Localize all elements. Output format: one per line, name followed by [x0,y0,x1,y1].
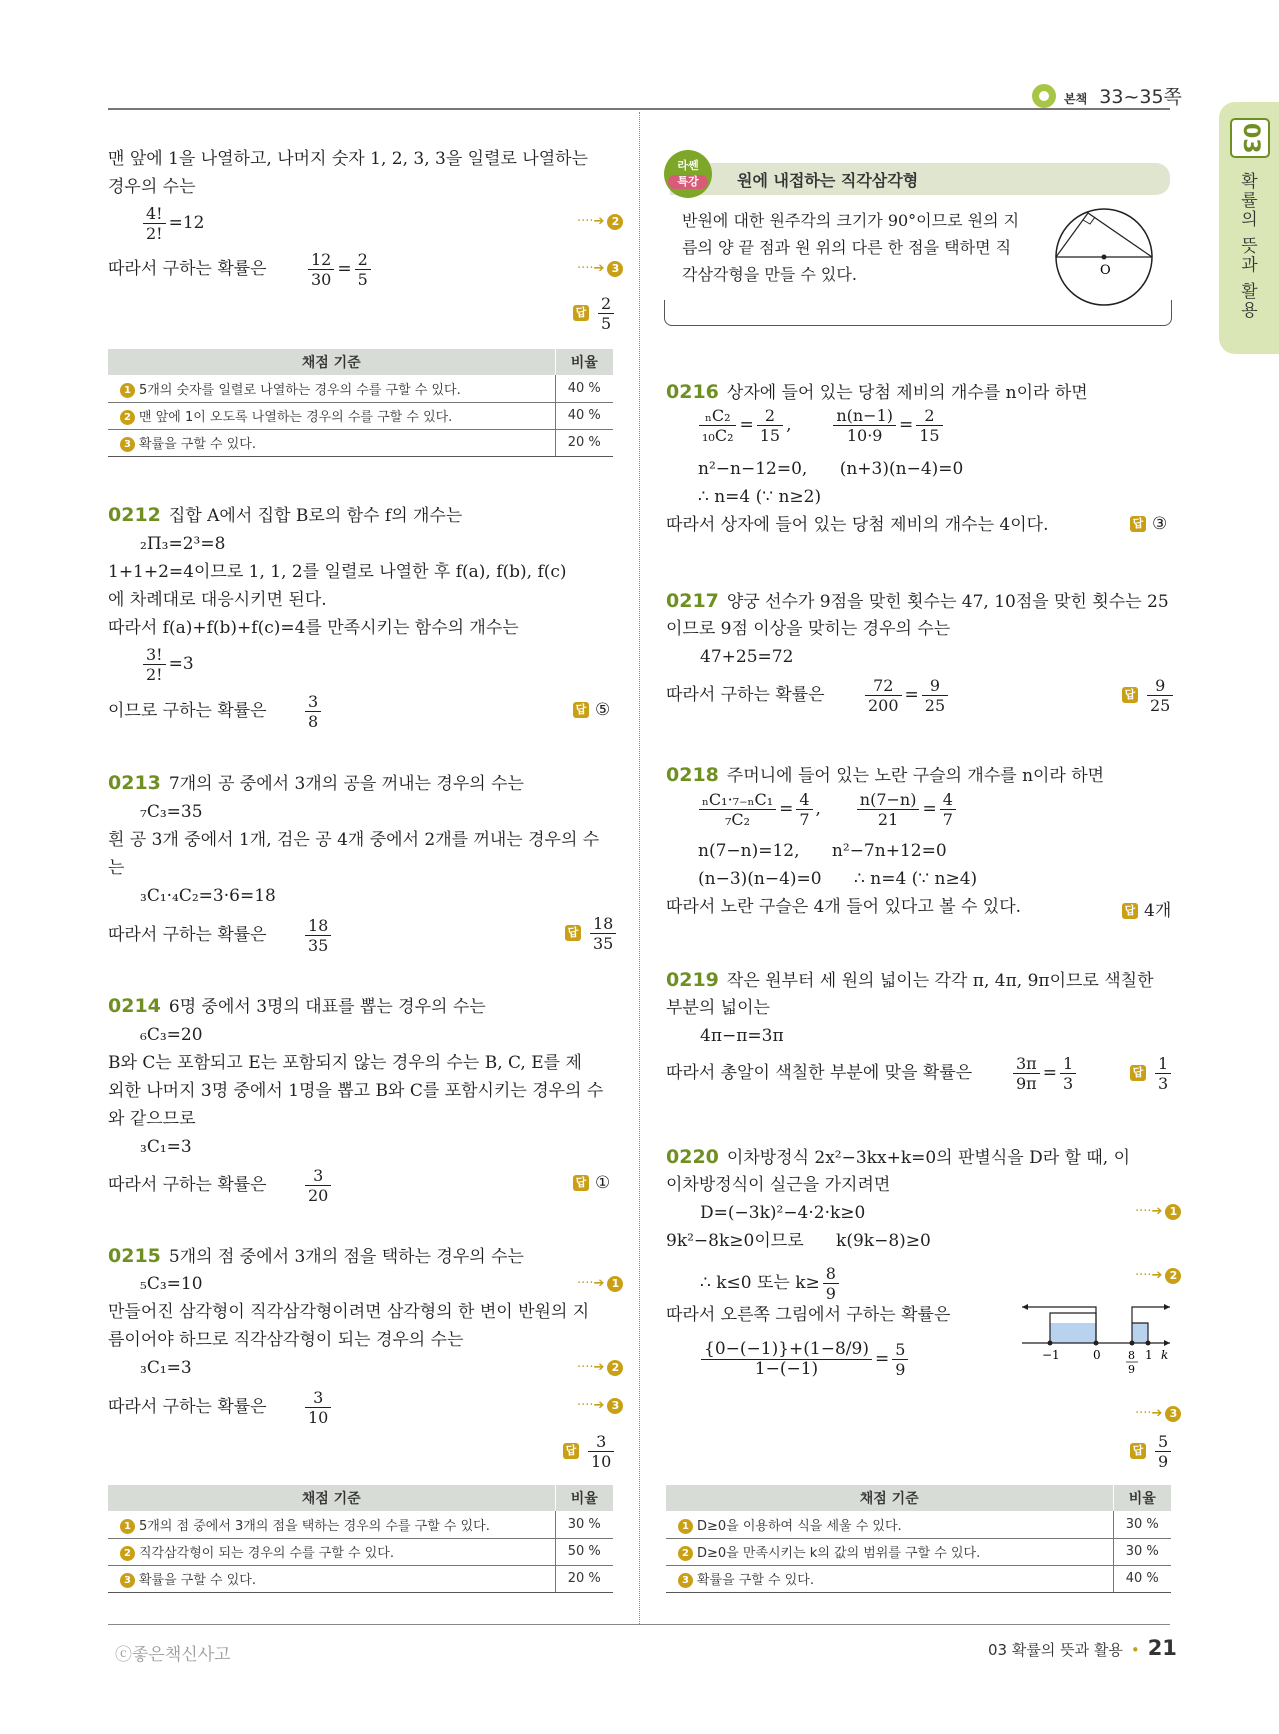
p0214-line-5: 와 같으므로 [108,1109,196,1129]
problem-0213: 0213 7개의 공 중에서 3개의 공을 꺼내는 경우의 수는 [108,772,524,794]
p0212-probability: $\frac{3}{8}$ [302,692,324,731]
problem-0215: 0215 5개의 점 중에서 3개의 점을 택하는 경우의 수는 [108,1245,524,1267]
special-badge: 라쎈 특강 [664,150,712,198]
p0218-formula: $\frac{\text{ₙC₁·₇₋ₙC₁}}{\text{₇C₂}}$ = $\frac{4}{7}$ , $\frac{n(7-n)}{21}$ = $\frac{4}{7}$ [696,790,959,829]
intro-line-1: 맨 앞에 1을 나열하고, 나머지 숫자 1, 2, 3, 3을 일렬로 나열하는 [108,149,588,169]
answer-0215: 답 $\frac{3}{10}$ [563,1432,617,1471]
problem-0219: 0219 작은 원부터 세 원의 넓이는 각각 π, 4π, 9π이므로 색칠한 [666,969,1154,991]
step-marker-3: ····➔ 3 [577,1398,623,1414]
table-header-pct: 비율 [1113,1485,1171,1511]
p0213-probability: $\frac{18}{35}$ [302,916,334,955]
intro-probability: $\frac{12}{30}$ = $\frac{2}{5}$ [305,250,374,289]
p0212-formula: $\frac{3!}{2!}$ =3 [140,645,194,684]
step-marker-2: ····➔ 2 [577,214,623,230]
p0217-line-4: 따라서 구하는 확률은 [666,685,825,705]
p0217-probability: $\frac{72}{200}$ = $\frac{9}{25}$ [862,676,951,715]
p0220-calculation: $\frac{\{0-(-1)\}+(1-8/9)}{1-(-1)}$ = $\frac{5}{9}$ [698,1340,911,1379]
problem-0212: 0212 집합 A에서 집합 B로의 함수 f의 개수는 [108,504,463,526]
table-row: 1 D≥0을 이용하여 식을 세울 수 있다. 30 % [666,1511,1171,1538]
p0214-line-4: 외한 나머지 3명 중에서 1명을 뽑고 B와 C를 포함시키는 경우의 수 [108,1081,604,1101]
tick-label: 9 [1128,1363,1135,1376]
footer-chapter: 03 확률의 뜻과 활용 • 21 [988,1636,1177,1660]
answer-0212: 답 ⑤ [573,700,610,720]
p0215-line-5: ₃C₁=3 [140,1358,192,1378]
grading-table-1 [108,349,613,457]
p0220-line-6: 따라서 오른쪽 그림에서 구하는 확률은 [666,1305,951,1325]
column-separator [639,112,640,1624]
answer-icon: 답 [573,305,589,321]
p0212-line-6: 이므로 구하는 확률은 [108,701,267,721]
tick-label: −1 [1042,1348,1060,1362]
p0213-line-2: ₇C₃=35 [140,802,203,822]
p0216-line-2: n²−n−12=0, (n+3)(n−4)=0 [698,459,964,479]
p0215-probability: $\frac{3}{10}$ [302,1388,334,1427]
footer-rule [108,1624,1170,1625]
step-marker-1: ····➔ 1 [1135,1204,1181,1220]
table-row: 2 맨 앞에 1이 오도록 나열하는 경우의 수를 구할 수 있다. 40 % [108,402,613,429]
table-header: 채점 기준 [666,1485,1113,1511]
table-row: 3 확률을 구할 수 있다. 20 % [108,1565,613,1592]
p0216-line-4: 따라서 상자에 들어 있는 당첨 제비의 개수는 4이다. [666,515,1049,535]
table-header-pct: 비율 [555,349,613,375]
p0220-line-4: 9k²−8k≥0이므로 k(9k−8)≥0 [666,1231,931,1251]
table-row: 2 직각삼각형이 되는 경우의 수를 구할 수 있다. 50 % [108,1538,613,1565]
p0214-line-2: ₆C₃=20 [140,1025,203,1045]
intro-formula: $\frac{4!}{2!}$ =12 [140,204,205,243]
grading-table-3 [666,1485,1171,1593]
special-line-2: 름의 양 끝 점과 원 위의 다른 한 점을 택하면 직 [682,238,1012,257]
table-row: 3 확률을 구할 수 있다. 20 % [108,429,613,456]
p0212-line-4: 에 차례대로 대응시키면 된다. [108,590,327,610]
tick-label: 0 [1093,1348,1101,1362]
p0212-line-3: 1+1+2=4이므로 1, 1, 2를 일렬로 나열한 후 f(a), f(b), f(c) [108,562,567,582]
p0213-line-5: ₃C₁·₄C₂=3·6=18 [140,886,276,906]
intro-line-3: 따라서 구하는 확률은 [108,259,267,279]
special-line-3: 각삼각형을 만들 수 있다. [682,265,857,284]
p0213-line-3: 흰 공 3개 중에서 1개, 검은 공 4개 중에서 2개를 꺼내는 경우의 수 [108,830,600,850]
special-line-1: 반원에 대한 원주각의 크기가 90°이므로 원의 지 [682,211,1020,230]
p0212-line-5: 따라서 f(a)+f(b)+f(c)=4를 만족시키는 함수의 개수는 [108,618,519,638]
answer-0220: 답 $\frac{5}{9}$ [1130,1432,1174,1471]
chapter-number: 03 [1230,118,1270,158]
tick-label: 8 [1128,1349,1135,1362]
p0214-line-3: B와 C는 포함되고 E는 포함되지 않는 경우의 수는 B, C, E를 제 [108,1053,582,1073]
page-reference: 본책 33~35쪽 [1032,82,1182,109]
problem-0217: 0217 양궁 선수가 9점을 맞힌 횟수는 47, 10점을 맞힌 횟수는 25 [666,590,1169,612]
special-box-border [664,300,1172,326]
p0213-line-6: 따라서 구하는 확률은 [108,925,267,945]
copyright: ⓒ좋은책신사고 [115,1645,231,1665]
problem-0218: 0218 주머니에 들어 있는 노란 구슬의 개수를 n이라 하면 [666,764,1105,786]
table-header-pct: 비율 [555,1485,613,1511]
p0213-line-4: 는 [108,858,125,878]
p0215-line-3: 만들어진 삼각형이 직각삼각형이려면 삼각형의 한 변이 반원의 지 [108,1302,590,1322]
table-header: 채점 기준 [108,1485,555,1511]
p0216-line-3: ∴ n=4 (∵ n≥2) [698,487,822,507]
table-row: 2 D≥0을 만족시키는 k의 값의 범위를 구할 수 있다. 30 % [666,1538,1171,1565]
p0218-line-4: 따라서 노란 구슬은 4개 들어 있다고 볼 수 있다. [666,897,1022,917]
problem-0216: 0216 상자에 들어 있는 당첨 제비의 개수를 n이라 하면 [666,381,1088,403]
shaded-region [1132,1323,1148,1343]
inscribed-triangle-diagram [1052,205,1156,309]
p0219-probability: $\frac{3\pi}{9\pi}$ = $\frac{1}{3}$ [1010,1054,1079,1093]
answer-0213: 답 $\frac{18}{35}$ [565,914,619,953]
axis-label: k [1161,1348,1169,1362]
answer-0214: 답 ① [573,1173,610,1193]
step-marker-3: ····➔ 3 [1135,1406,1181,1422]
p0220-line-2: 이차방정식이 실근을 가지려면 [666,1175,891,1195]
p0215-line-2: ₅C₃=10 [140,1274,203,1294]
step-marker-2: ····➔ 2 [1135,1268,1181,1284]
table-header: 채점 기준 [108,349,555,375]
p0214-probability: $\frac{3}{20}$ [302,1166,334,1205]
step-marker-3: ····➔ 3 [577,261,623,277]
page-range: 33~35쪽 [1099,86,1182,108]
table-row: 3 확률을 구할 수 있다. 40 % [666,1565,1171,1592]
tick-label: 1 [1145,1348,1153,1362]
p0218-line-3: (n−3)(n−4)=0 ∴ n=4 (∵ n≥4) [698,869,978,889]
problem-0220: 0220 이차방정식 2x²−3kx+k=0의 판별식을 D라 할 때, 이 [666,1146,1131,1168]
p0215-line-4: 름이어야 하므로 직각삼각형이 되는 경우의 수는 [108,1330,464,1350]
answer-0218: 답 4개 [1122,896,1171,921]
p0219-line-2: 부분의 넓이는 [666,998,770,1018]
chapter-title: 확률의 뜻과 활용 [1237,172,1257,320]
table-row: 1 5개의 숫자를 일렬로 나열하는 경우의 수를 구할 수 있다. 40 % [108,375,613,402]
p0217-line-3: 47+25=72 [700,647,794,667]
special-title: 원에 내접하는 직각삼각형 [737,171,919,190]
p0218-line-2: n(7−n)=12, n²−7n+12=0 [698,841,947,861]
p0214-line-6: ₃C₁=3 [140,1137,192,1157]
p0219-line-4: 따라서 총알이 색칠한 부분에 맞을 확률은 [666,1063,973,1083]
p0214-line-7: 따라서 구하는 확률은 [108,1175,267,1195]
p0212-line-2: ₂Π₃=2³=8 [140,534,226,554]
p0215-line-6: 따라서 구하는 확률은 [108,1397,267,1417]
center-label: O [1100,263,1111,278]
p0220-line-5: ∴ k≤0 또는 k≥ $\frac{8}{9}$ [700,1264,842,1303]
answer-0216: 답 ③ [1130,514,1167,534]
answer-0217: 답 $\frac{9}{25}$ [1122,676,1176,715]
table-row: 1 5개의 점 중에서 3개의 점을 택하는 경우의 수를 구할 수 있다. 30 % [108,1511,613,1538]
return-arrow-icon [1032,84,1056,108]
page-number: 21 [1147,1636,1177,1660]
problem-0214: 0214 6명 중에서 3명의 대표를 뽑는 경우의 수는 [108,995,486,1017]
answer-0219: 답 $\frac{1}{3}$ [1130,1054,1174,1093]
shaded-region [1050,1323,1096,1343]
step-marker-2: ····➔ 2 [577,1360,623,1376]
p0217-line-2: 이므로 9점 이상을 맞히는 경우의 수는 [666,619,951,639]
grading-table-2 [108,1485,613,1593]
p0216-formula: $\frac{\text{ₙC₂}}{\text{₁₀C₂}}$ = $\frac{2}{15}$ , $\frac{n(n-1)}{10\cdot 9}$ = $\frac{2}{15}$ [696,406,946,445]
header-rule [108,108,1170,110]
number-line-diagram [1020,1300,1175,1380]
p0219-line-3: 4π−π=3π [700,1026,784,1046]
step-marker-1: ····➔ 1 [577,1276,623,1292]
answer-intro: 답 $\frac{2}{5}$ [573,294,617,333]
intro-line-2: 경우의 수는 [108,177,196,197]
p0220-line-3: D=(−3k)²−4·2·k≥0 [700,1203,866,1223]
